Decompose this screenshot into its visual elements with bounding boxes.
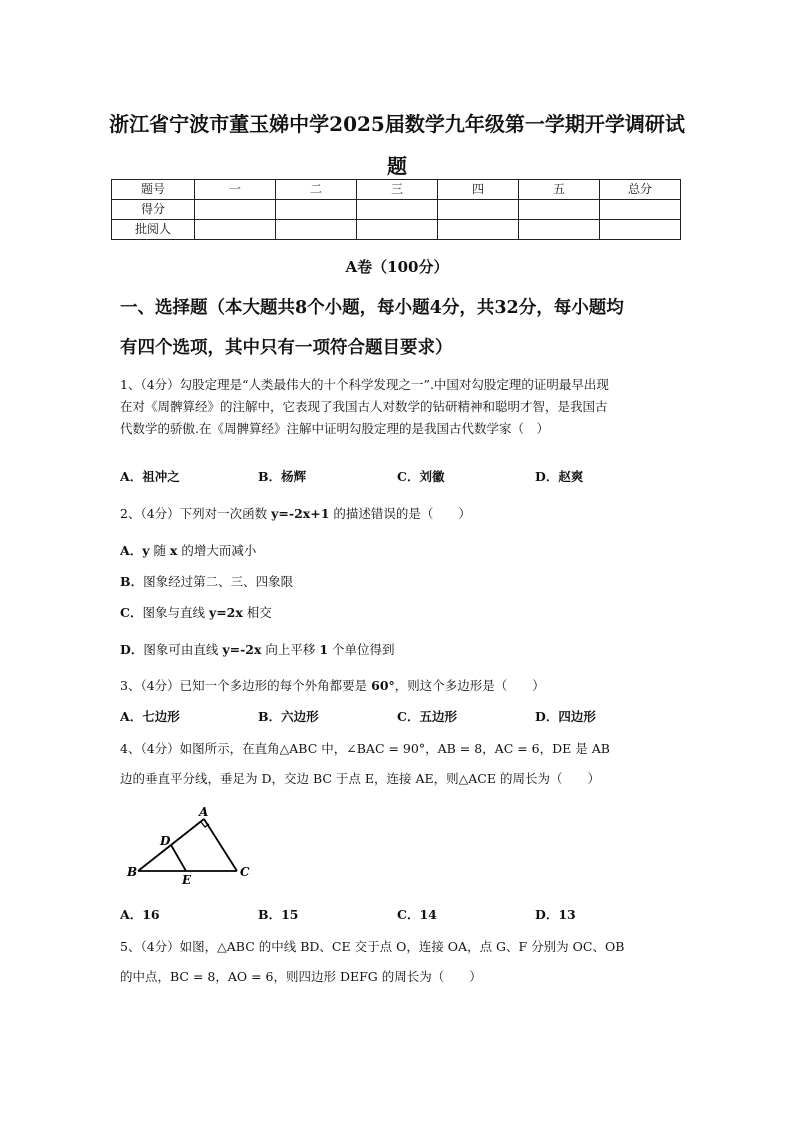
option-text: 向上平移 [261, 642, 320, 657]
option-a[interactable]: A．七边形 [120, 709, 180, 724]
question-3 [120, 675, 680, 697]
option-b[interactable]: B．15 [258, 907, 299, 922]
option-text: 图象与直线 [142, 605, 209, 620]
option-d[interactable]: D．13 [535, 907, 576, 922]
table-cell[interactable] [519, 220, 600, 240]
figure-label-b: B [127, 865, 138, 879]
option-b[interactable] [120, 571, 680, 593]
page-title-line2: 题 [387, 154, 407, 178]
question-text: 的描述错误的是（ ） [329, 506, 471, 521]
figure-label-e: E [182, 873, 192, 885]
option-c[interactable]: C．刘徽 [397, 469, 445, 484]
score-table-row [112, 200, 681, 220]
question-text-line: 如图所示，在直角△ABC 中，∠BAC = 90°，AB = 8，AC = 6，DE 是 AB [179, 741, 610, 756]
segment-ac [204, 819, 237, 871]
option-d[interactable]: D．赵爽 [535, 469, 584, 484]
option-a[interactable]: A．16 [120, 907, 160, 922]
option-b[interactable]: B．杨辉 [258, 469, 307, 484]
question-text-line: 的中点，BC = 8，AO = 6，则四边形 DEFG 的周长为（ ） [120, 969, 482, 984]
question-5 [120, 936, 680, 988]
question-number: 4、（4分） [120, 741, 180, 756]
option-math: x [169, 543, 178, 558]
question-4 [120, 738, 680, 790]
option-text: 个单位得到 [328, 642, 395, 657]
table-cell: 总分 [600, 180, 681, 200]
table-cell: 题号 [112, 180, 195, 200]
table-cell: 批阅人 [112, 220, 195, 240]
table-cell[interactable] [357, 200, 438, 220]
question-text-line: 在对《周髀算经》的注解中，它表现了我国古人对数学的钻研精神和聪明才智，是我国古 [120, 399, 608, 414]
question-2 [120, 503, 680, 525]
option-text: 图象经过第二、三、四象限 [143, 574, 294, 589]
option-b[interactable]: B．六边形 [258, 709, 319, 724]
table-cell[interactable] [438, 220, 519, 240]
table-cell[interactable] [276, 220, 357, 240]
option-c[interactable] [120, 602, 680, 624]
score-table-row [112, 220, 681, 240]
question-number: 5、（4分） [120, 939, 180, 954]
question-text-line: 边的垂直平分线，垂足为 D，交边 BC 于点 E，连接 AE，则△ACE 的周长为（ ） [120, 771, 600, 786]
table-cell: 五 [519, 180, 600, 200]
option-text: 随 [149, 543, 170, 558]
table-cell[interactable] [600, 200, 681, 220]
question-number: 3、（4分） [120, 678, 180, 693]
option-a[interactable]: A．祖冲之 [120, 469, 180, 484]
option-math: 1 [319, 642, 329, 657]
question-1 [120, 374, 680, 440]
table-cell: 二 [276, 180, 357, 200]
option-c[interactable]: C．五边形 [397, 709, 457, 724]
table-cell: 三 [357, 180, 438, 200]
score-table-header-row [112, 180, 681, 200]
figure-label-c: C [240, 865, 250, 879]
table-cell[interactable] [195, 200, 276, 220]
option-d[interactable] [120, 639, 680, 661]
section1-heading-line2: 有四个选项，其中只有一项符合题目要求） [120, 338, 453, 358]
option-a[interactable] [120, 540, 680, 562]
table-cell[interactable] [519, 200, 600, 220]
table-cell[interactable] [357, 220, 438, 240]
option-label: A． [120, 543, 143, 558]
figure-label-d: D [160, 834, 171, 848]
option-text: 相交 [242, 605, 272, 620]
page-title-line1: 浙江省宁波市董玉娣中学2025届数学九年级第一学期开学调研试 [109, 112, 685, 136]
table-cell[interactable] [276, 200, 357, 220]
question-text: ，则这个多边形是（ ） [394, 678, 545, 693]
section1-heading-line1: 一、选择题（本大题共8个小题，每小题4分，共32分，每小题均 [120, 298, 624, 318]
option-math: y=-2x [222, 642, 262, 657]
question-text: 下列对一次函数 [179, 506, 272, 521]
option-label: D． [120, 642, 144, 657]
question-text: 已知一个多边形的每个外角都要是 [179, 678, 372, 693]
option-c[interactable]: C．14 [397, 907, 437, 922]
table-cell[interactable] [600, 220, 681, 240]
table-cell[interactable] [195, 220, 276, 240]
question-text-line: 勾股定理是“人类最伟大的十个科学发现之一”.中国对勾股定理的证明最早出现 [179, 377, 609, 392]
segment-de [171, 845, 186, 871]
option-text: 的增大而减小 [177, 543, 257, 558]
option-math: y=2x [208, 605, 243, 620]
section-a-heading: A卷（100分） [345, 258, 449, 276]
table-cell: 得分 [112, 200, 195, 220]
score-table [111, 179, 681, 240]
question-number: 2、（4分） [120, 506, 180, 521]
table-cell: 一 [195, 180, 276, 200]
option-d[interactable]: D．四边形 [535, 709, 596, 724]
figure-label-a: A [199, 805, 209, 819]
option-math: y [142, 543, 150, 558]
table-cell: 四 [438, 180, 519, 200]
question-number: 1、（4分） [120, 377, 180, 392]
function-expression: y=-2x+1 [271, 506, 330, 521]
option-label: B． [120, 574, 144, 589]
question-text-line: 如图，△ABC 的中线 BD、CE 交于点 O，连接 OA，点 G、F 分别为 OC、OB [179, 939, 625, 954]
option-label: C． [120, 605, 143, 620]
table-cell[interactable] [438, 200, 519, 220]
question-text-line: 代数学的骄傲.在《周髀算经》注解中证明勾股定理的是我国古代数学家（ ） [120, 421, 549, 436]
option-text: 图象可由直线 [143, 642, 223, 657]
angle-value: 60° [371, 678, 395, 693]
triangle-figure [120, 805, 260, 885]
